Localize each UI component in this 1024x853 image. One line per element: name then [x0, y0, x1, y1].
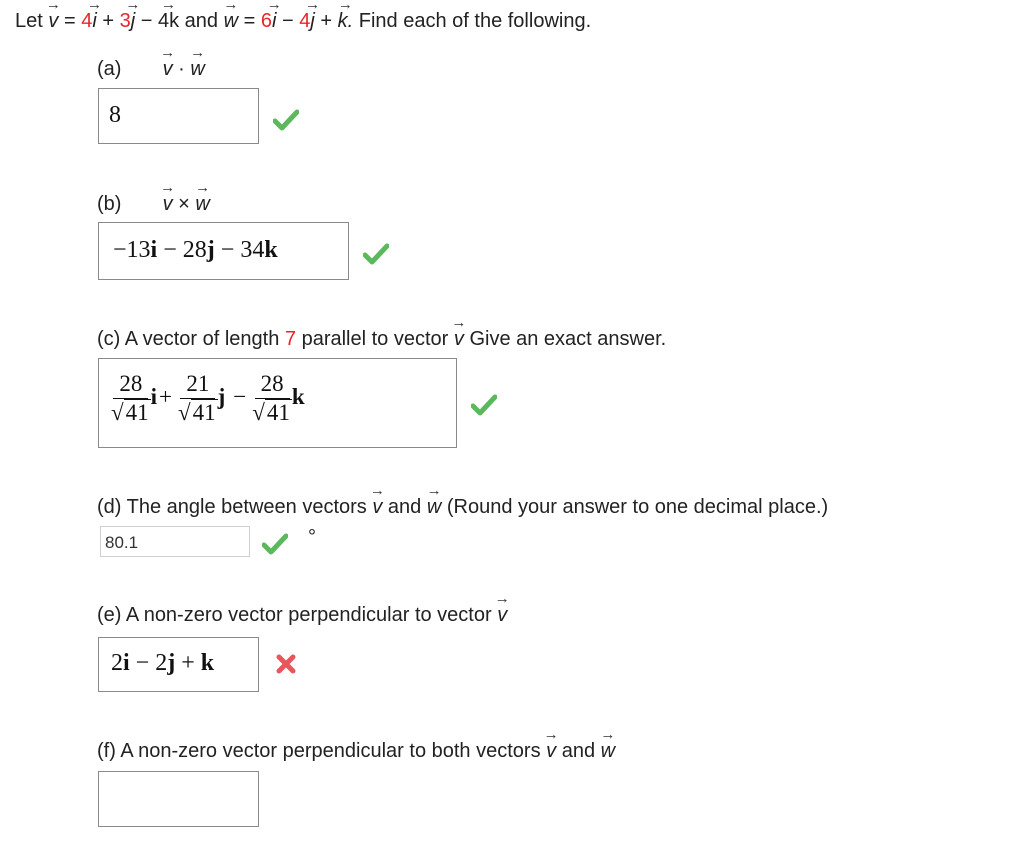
c-den-2: 41 [192, 400, 216, 425]
b-coef-2: 28 [182, 237, 207, 263]
w-i-coefficient: 6 [260, 10, 272, 32]
part-c-answer-box[interactable] [98, 358, 457, 448]
e-coef-1: 2 [111, 650, 123, 676]
cross-operator: × [178, 193, 190, 215]
part-f-and: and [561, 740, 596, 762]
e-op-2: + [181, 650, 195, 676]
part-e-v: → v [497, 603, 507, 627]
part-b-answer [113, 237, 278, 264]
k-unit: → k. [338, 9, 354, 33]
plus-sign-2: + [320, 10, 333, 32]
b-op-1: − [163, 237, 177, 263]
part-c-label: (c) A vector of length [97, 328, 280, 350]
b-coef-1: −13 [113, 237, 151, 263]
part-f-prompt [97, 739, 615, 763]
w-symbol: → w [224, 9, 238, 33]
part-c-answer [111, 370, 305, 427]
part-f-label: (f) A non-zero vector perpendicular to both vectors [97, 740, 541, 762]
part-b-v: → v [163, 192, 173, 216]
part-a-prompt [97, 57, 205, 81]
part-b-prompt [97, 192, 210, 216]
part-e-answer-box[interactable] [98, 637, 259, 692]
part-e-cross-icon [276, 654, 296, 674]
w-j-coefficient: 4 [299, 10, 311, 32]
b-op-2: − [220, 237, 235, 263]
c-den-3-wrap: √41 [252, 400, 290, 425]
and-text: and [184, 10, 219, 32]
degree-unit: ° [308, 526, 316, 548]
part-d-w: → w [427, 495, 441, 519]
problem-statement [15, 9, 591, 33]
minus-sign: − [140, 10, 153, 32]
e-coef-2: 2 [155, 650, 168, 676]
j-unit-2: → j [310, 9, 314, 33]
part-d-answer: 80.1 [105, 533, 139, 552]
dot-operator: · [178, 58, 185, 80]
lead-text: Let [15, 10, 43, 32]
e-op-1: − [135, 650, 150, 676]
i-unit: → i [92, 9, 96, 33]
part-e-answer [111, 650, 214, 677]
c-frac-2 [178, 370, 218, 427]
part-f-answer-box[interactable] [98, 771, 259, 827]
v-k-term: → 4k [158, 9, 179, 33]
c-unit-k: k [291, 383, 305, 409]
part-c-length: 7 [284, 328, 297, 350]
c-num-1: 28 [113, 370, 148, 399]
part-c-check-icon [471, 394, 497, 416]
plus-sign: + [102, 10, 115, 32]
part-d-v: → v [372, 495, 382, 519]
e-unit-k: k [200, 650, 215, 676]
part-a-v: → v [163, 57, 173, 81]
c-frac-1 [111, 370, 151, 427]
b-unit-j: j [206, 237, 215, 263]
part-d-and: and [387, 496, 422, 518]
part-e-label: (e) A non-zero vector perpendicular to vector [97, 604, 492, 626]
b-unit-i: i [150, 237, 158, 263]
c-den-1-wrap: √41 [111, 400, 149, 425]
v-i-coefficient: 4 [81, 10, 93, 32]
b-coef-3: 34 [240, 237, 265, 263]
e-unit-j: j [167, 650, 176, 676]
c-num-2: 21 [180, 370, 215, 399]
part-e-prompt [97, 603, 507, 627]
part-f-w: → w [601, 739, 615, 763]
equals-sign-2: = [243, 10, 256, 32]
equals-sign: = [63, 10, 76, 32]
instructions-text: Find each of the following. [358, 10, 592, 32]
part-c-v: → v [454, 327, 464, 351]
c-den-2-wrap: √41 [178, 400, 216, 425]
v-symbol: → v [48, 9, 58, 33]
part-d-label: (d) The angle between vectors [97, 496, 367, 518]
part-a-label: (a) [97, 58, 122, 80]
j-unit: → j [131, 9, 135, 33]
part-b-answer-box[interactable] [98, 222, 349, 280]
c-op-2: − [233, 383, 247, 409]
part-c-prompt [97, 327, 666, 351]
c-frac-3 [252, 370, 292, 427]
part-c-tail: Give an exact answer. [469, 328, 667, 350]
part-a-w: → w [190, 57, 204, 81]
part-b-w: → w [195, 192, 209, 216]
c-den-3: 41 [266, 400, 290, 425]
e-unit-i: i [123, 650, 130, 676]
c-den-1: 41 [125, 400, 149, 425]
v-j-coefficient: 3 [119, 10, 131, 32]
part-b-label: (b) [97, 193, 122, 215]
part-a-check-icon [273, 109, 299, 131]
part-a-answer-box[interactable] [98, 88, 259, 144]
part-b-check-icon [363, 243, 389, 265]
c-num-3: 28 [255, 370, 290, 399]
part-f-v: → v [546, 739, 556, 763]
part-d-answer-input[interactable] [100, 526, 250, 557]
c-unit-j: j [217, 383, 226, 409]
part-a-answer: 8 [109, 102, 121, 128]
b-unit-k: k [264, 237, 278, 263]
part-d-prompt [97, 495, 828, 519]
minus-sign-2: − [282, 10, 294, 32]
part-c-mid: parallel to vector [301, 328, 449, 350]
i-unit-2: → i [272, 9, 276, 33]
part-d-tail: (Round your answer to one decimal place.) [446, 496, 829, 518]
part-d-check-icon [262, 533, 288, 555]
c-op-1: + [159, 383, 172, 409]
c-unit-i: i [150, 383, 158, 409]
